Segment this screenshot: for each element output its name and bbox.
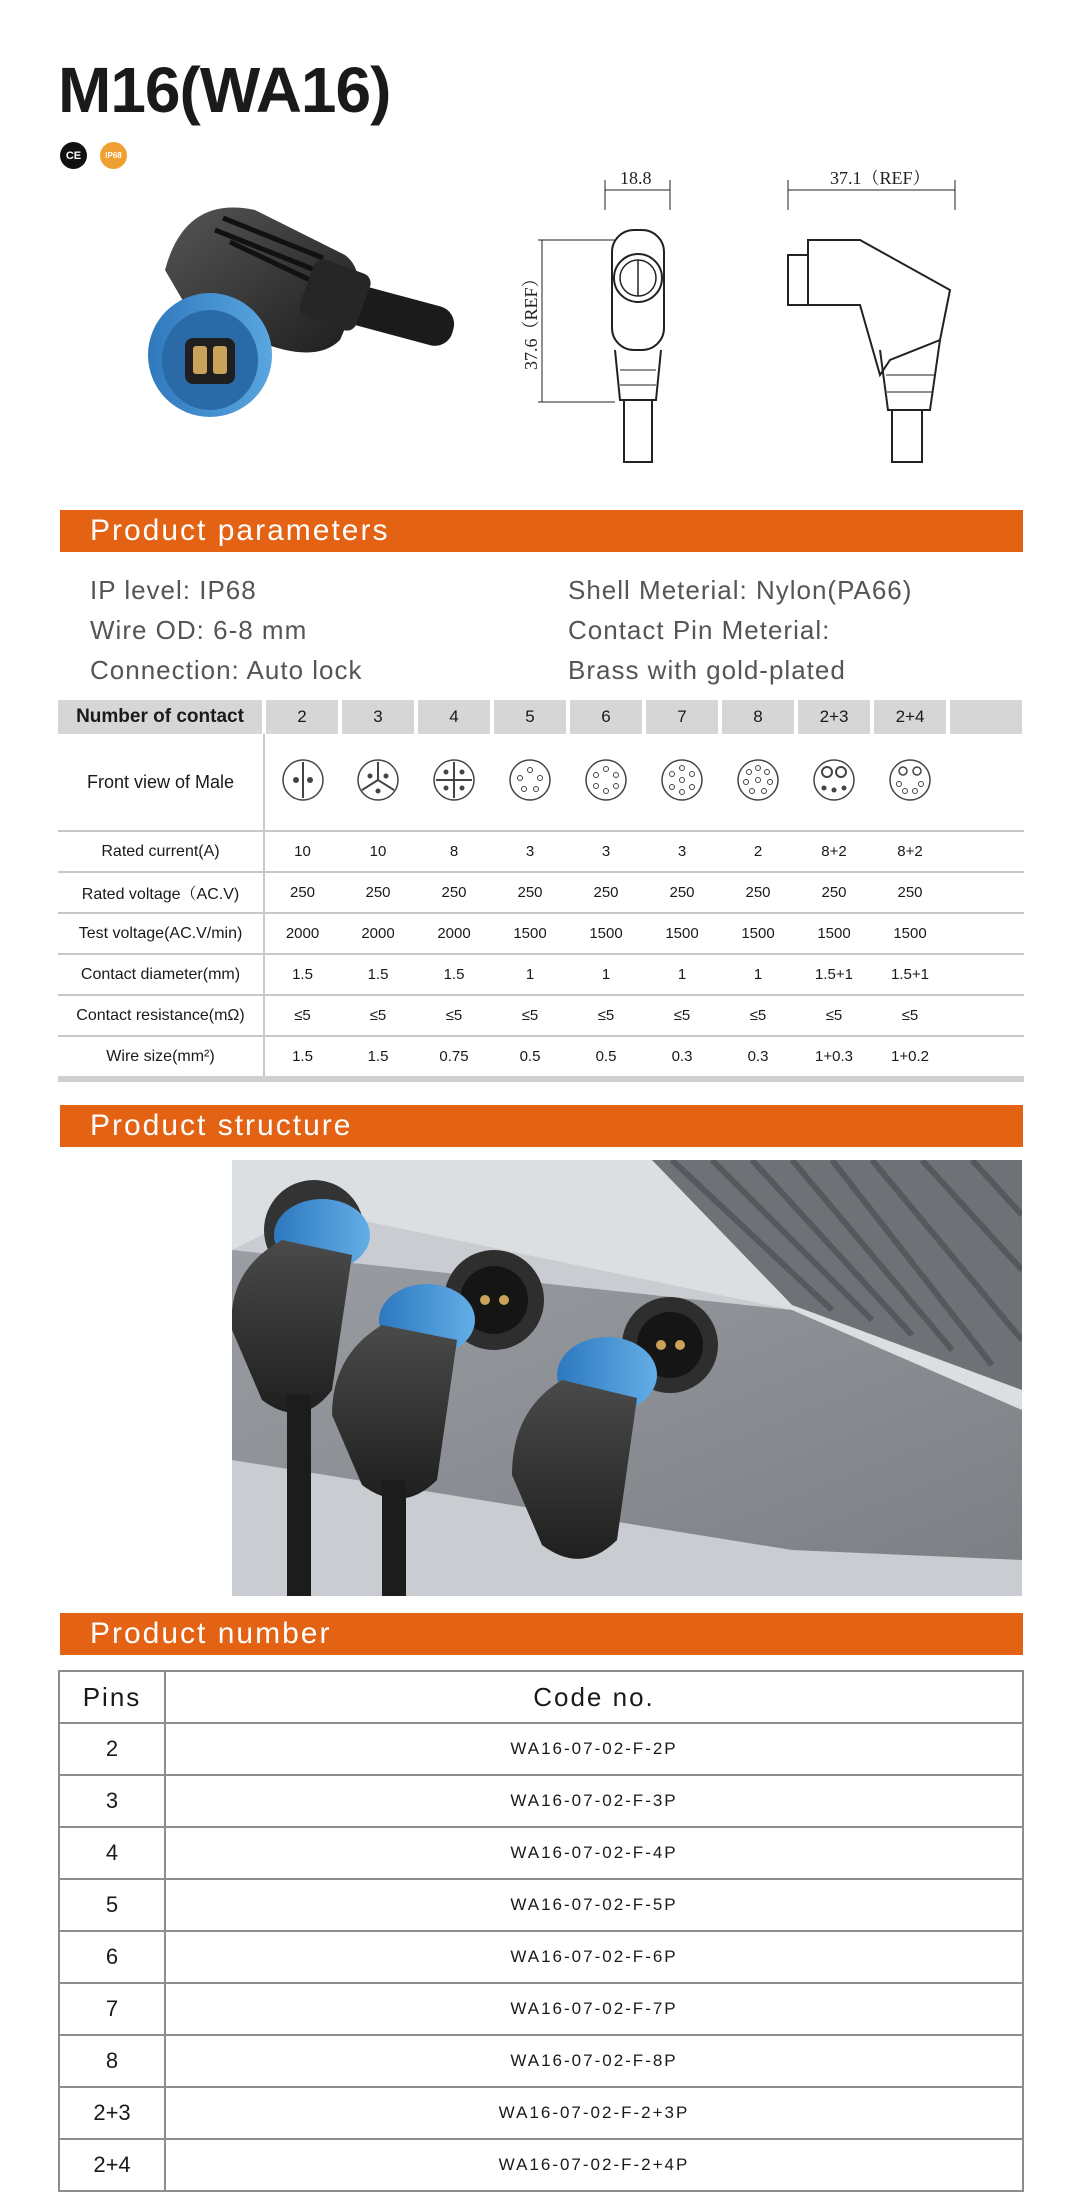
spec-row-test-voltage: [58, 913, 1024, 954]
pins-cell: 6: [59, 1931, 165, 1983]
param-connection: Connection: Auto lock: [90, 655, 363, 685]
table-row: [59, 2035, 1023, 2087]
spec-row-rated-current: [58, 831, 1024, 872]
cell: 2000: [264, 913, 340, 954]
pin-face-8-icon: [736, 758, 780, 802]
cell: 1+0.3: [796, 1036, 872, 1079]
header-col: 5: [492, 700, 568, 734]
pin-face-2plus4-icon: [888, 758, 932, 802]
header-col: 2+3: [796, 700, 872, 734]
code-cell: WA16-07-02-F-7P: [165, 1983, 1023, 2035]
spec-table: [58, 700, 1026, 1082]
cell: 1: [720, 954, 796, 995]
parameters-left: [90, 570, 550, 690]
cell: 1500: [644, 913, 720, 954]
cell: 1500: [796, 913, 872, 954]
row-label: Contact diameter(mm): [58, 954, 264, 995]
cell: 250: [720, 872, 796, 913]
cell: 3: [492, 831, 568, 872]
param-wire-od: Wire OD: 6-8 mm: [90, 615, 308, 645]
spec-row-rated-voltage: [58, 872, 1024, 913]
cell: 3: [644, 831, 720, 872]
cell: ≤5: [720, 995, 796, 1036]
cell: [948, 872, 1024, 913]
cell: ≤5: [340, 995, 416, 1036]
header-number-of-contact: Number of contact: [58, 700, 264, 734]
cell: 250: [264, 872, 340, 913]
cell: 8: [416, 831, 492, 872]
header-col: 7: [644, 700, 720, 734]
cell: 1.5: [340, 954, 416, 995]
cell: 250: [872, 872, 948, 913]
side-dimension-label: 37.1（REF）: [830, 170, 931, 188]
code-cell: WA16-07-02-F-5P: [165, 1879, 1023, 1931]
parameters-right: [568, 570, 1018, 690]
cell: 1500: [492, 913, 568, 954]
page-title: M16(WA16): [58, 54, 391, 126]
pin-face-2plus3-icon: [812, 758, 856, 802]
cell: 0.3: [720, 1036, 796, 1079]
cell: 250: [416, 872, 492, 913]
header-col: 2+4: [872, 700, 948, 734]
cell: 10: [340, 831, 416, 872]
code-cell: WA16-07-02-F-8P: [165, 2035, 1023, 2087]
side-dimension-drawing: [770, 170, 980, 470]
cell: [948, 954, 1024, 995]
ip68-icon: IP68: [100, 142, 127, 169]
cell: 0.75: [416, 1036, 492, 1079]
header-col: 6: [568, 700, 644, 734]
pin-face-4-icon: [432, 758, 476, 802]
cell: 1.5+1: [872, 954, 948, 995]
header-code: Code no.: [165, 1671, 1023, 1723]
param-ip-level: IP level: IP68: [90, 575, 257, 605]
cell: [948, 831, 1024, 872]
product-number-table: [58, 1670, 1024, 2192]
cell: 250: [340, 872, 416, 913]
header-col: 8: [720, 700, 796, 734]
cell: 1500: [568, 913, 644, 954]
cell: 1500: [720, 913, 796, 954]
code-cell: WA16-07-02-F-3P: [165, 1775, 1023, 1827]
product-structure-photo: [232, 1160, 1022, 1596]
cell: 1: [568, 954, 644, 995]
cell: 1: [492, 954, 568, 995]
code-cell: WA16-07-02-F-4P: [165, 1827, 1023, 1879]
section-header-structure: Product structure: [60, 1105, 1023, 1147]
spec-row-contact-resistance: [58, 995, 1024, 1036]
header-col: 3: [340, 700, 416, 734]
pins-cell: 3: [59, 1775, 165, 1827]
row-label: Rated voltage（AC.V): [58, 872, 264, 913]
row-label: Contact resistance(mΩ): [58, 995, 264, 1036]
section-header-product-number: Product number: [60, 1613, 1023, 1655]
pn-header-row: [59, 1671, 1023, 1723]
cell: 1.5+1: [796, 954, 872, 995]
cell: [948, 913, 1024, 954]
ce-mark-icon: CE: [60, 142, 87, 169]
table-row: [59, 1723, 1023, 1775]
face-row: [58, 734, 1024, 831]
pins-cell: 2+3: [59, 2087, 165, 2139]
table-row: [59, 2139, 1023, 2191]
pins-cell: 2+4: [59, 2139, 165, 2191]
cell: 3: [568, 831, 644, 872]
pin-face-6-icon: [584, 758, 628, 802]
cell: ≤5: [644, 995, 720, 1036]
pins-cell: 8: [59, 2035, 165, 2087]
cell: 1.5: [340, 1036, 416, 1079]
cell: 0.5: [492, 1036, 568, 1079]
cell: ≤5: [264, 995, 340, 1036]
section-header-parameters: Product parameters: [60, 510, 1023, 552]
code-cell: WA16-07-02-F-2+4P: [165, 2139, 1023, 2191]
cell: [948, 995, 1024, 1036]
header-col: 4: [416, 700, 492, 734]
cell: 1+0.2: [872, 1036, 948, 1079]
cell: 250: [568, 872, 644, 913]
height-dimension-label: 37.6（REF）: [521, 269, 541, 370]
cell: 250: [796, 872, 872, 913]
row-label: Wire size(mm²): [58, 1036, 264, 1079]
table-row: [59, 1775, 1023, 1827]
header-pins: Pins: [59, 1671, 165, 1723]
pin-face-7-icon: [660, 758, 704, 802]
pin-face-2-icon: [281, 758, 325, 802]
cell: 0.3: [644, 1036, 720, 1079]
cell: 1.5: [264, 954, 340, 995]
cell: 250: [644, 872, 720, 913]
code-cell: WA16-07-02-F-2P: [165, 1723, 1023, 1775]
cell: 250: [492, 872, 568, 913]
param-shell-material: Shell Meterial: Nylon(PA66): [568, 575, 913, 605]
pins-cell: 5: [59, 1879, 165, 1931]
front-dimension-drawing: [520, 170, 700, 470]
table-row: [59, 1983, 1023, 2035]
pins-cell: 2: [59, 1723, 165, 1775]
cell: 1: [644, 954, 720, 995]
cell: 8+2: [796, 831, 872, 872]
spec-header-row: [58, 700, 1024, 734]
cell: ≤5: [568, 995, 644, 1036]
param-pin-material: Contact Pin Meterial:: [568, 615, 831, 645]
table-row: [59, 1879, 1023, 1931]
cell: 1.5: [264, 1036, 340, 1079]
header-col: [948, 700, 1024, 734]
cell: 2: [720, 831, 796, 872]
spec-row-contact-diameter: [58, 954, 1024, 995]
header-col: 2: [264, 700, 340, 734]
param-plating: Brass with gold-plated: [568, 655, 846, 685]
cell: [948, 1036, 1024, 1079]
table-row: [59, 2087, 1023, 2139]
pin-face-5-icon: [508, 758, 552, 802]
pins-cell: 7: [59, 1983, 165, 2035]
cell: 2000: [416, 913, 492, 954]
cell: ≤5: [872, 995, 948, 1036]
cell: ≤5: [796, 995, 872, 1036]
code-cell: WA16-07-02-F-2+3P: [165, 2087, 1023, 2139]
cell: ≤5: [416, 995, 492, 1036]
spec-row-wire-size: [58, 1036, 1024, 1079]
cell: ≤5: [492, 995, 568, 1036]
cell: 0.5: [568, 1036, 644, 1079]
pin-face-3-icon: [356, 758, 400, 802]
cell: 1500: [872, 913, 948, 954]
pins-cell: 4: [59, 1827, 165, 1879]
cell: 1.5: [416, 954, 492, 995]
row-label: Test voltage(AC.V/min): [58, 913, 264, 954]
table-row: [59, 1827, 1023, 1879]
code-cell: WA16-07-02-F-6P: [165, 1931, 1023, 1983]
cell: 8+2: [872, 831, 948, 872]
width-dimension-label: 18.8: [620, 170, 652, 188]
row-label-front-view: Front view of Male: [58, 734, 264, 831]
cell: 2000: [340, 913, 416, 954]
row-label: Rated current(A): [58, 831, 264, 872]
cell: 10: [264, 831, 340, 872]
connector-photo: [105, 190, 465, 470]
table-row: [59, 1931, 1023, 1983]
